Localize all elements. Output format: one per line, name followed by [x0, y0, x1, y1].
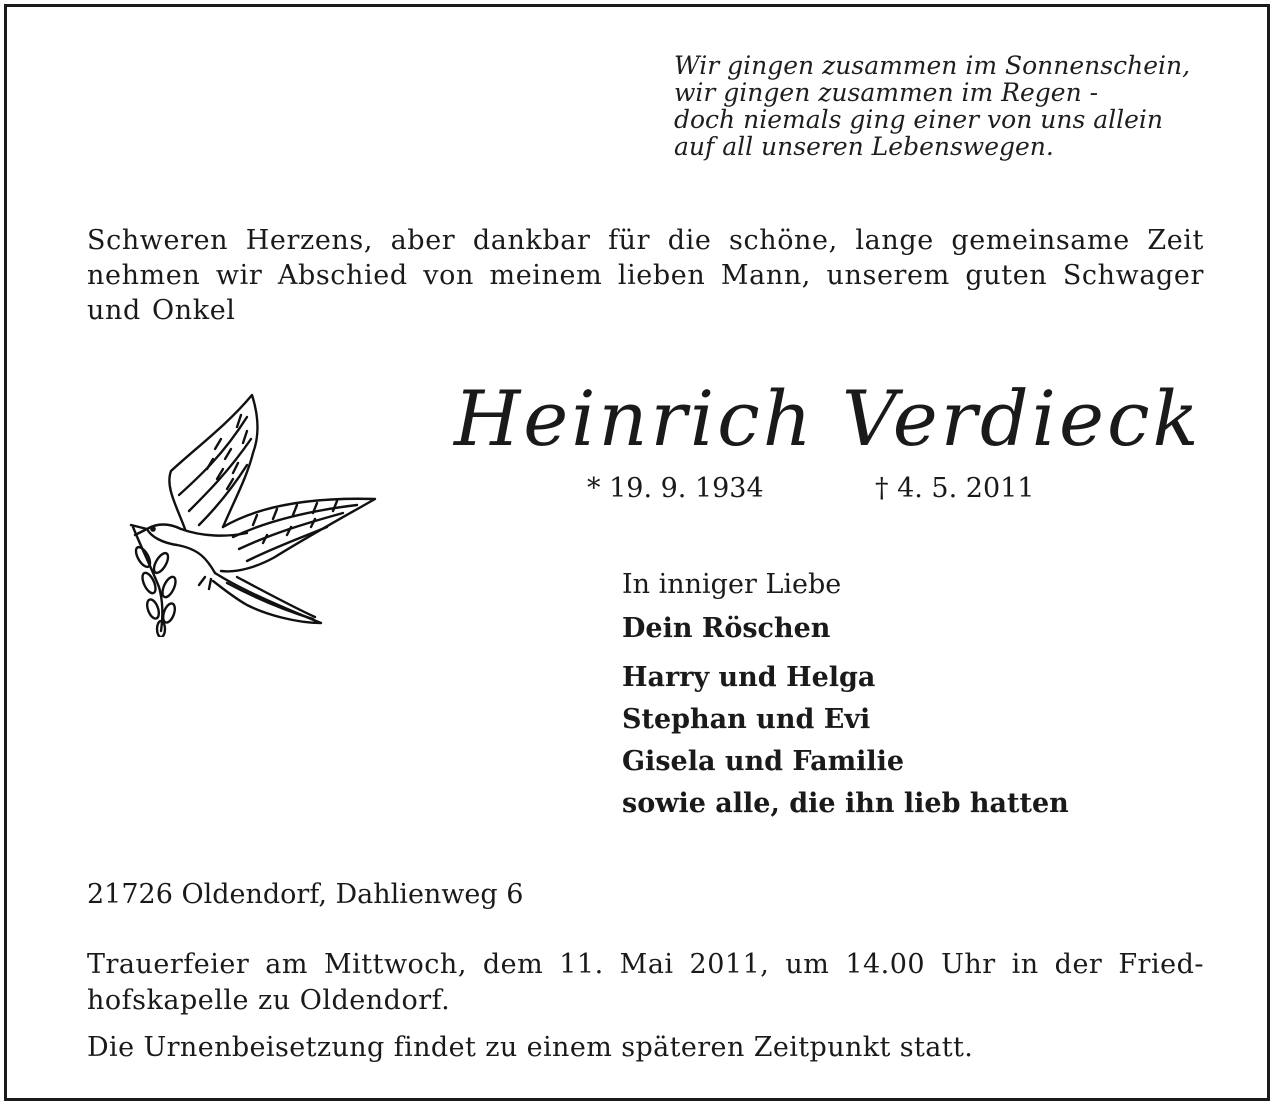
birth-date: * 19. 9. 1934	[587, 473, 764, 504]
address: 21726 Oldendorf, Dahlienweg 6	[87, 879, 524, 910]
intro-text: Schweren Herzens, aber dankbar für die schöne, lange gemeinsame Zeit nehmen wir Abschied von meinem lieben Mann, unserem guten Schwager und Onkel	[87, 225, 1204, 326]
signer-family: Gisela und Familie	[622, 746, 905, 777]
signer-spouse: Dein Röschen	[622, 613, 831, 644]
poem-line: Wir gingen zusammen im Sonnenschein,	[674, 51, 1191, 80]
funeral-info	[87, 947, 1204, 1019]
signer-family: Harry und Helga	[622, 662, 876, 693]
poem-line: auf all unseren Lebenswegen.	[674, 132, 1054, 161]
death-date: † 4. 5. 2011	[875, 473, 1035, 504]
signers	[622, 567, 1242, 821]
poem-line: wir gingen zusammen im Regen -	[674, 78, 1099, 107]
signer-family: sowie alle, die ihn lieb hatten	[622, 788, 1069, 819]
signers-intro: In inniger Liebe	[622, 569, 842, 600]
signer-family: Stephan und Evi	[622, 704, 871, 735]
obituary-notice	[4, 4, 1270, 1101]
poem	[674, 52, 1254, 160]
deceased-name: Heinrich Verdieck	[454, 374, 1202, 463]
dove-icon	[107, 387, 382, 637]
funeral-line: hofskapelle zu Oldendorf.	[87, 985, 451, 1016]
funeral-line: Trauerfeier am Mittwoch, dem 11. Mai 2011, um 14.00 Uhr in der Fried-	[87, 949, 1204, 980]
poem-line: doch niemals ging einer von uns allein	[674, 105, 1164, 134]
urn-note: Die Urnenbeisetzung findet zu einem späteren Zeitpunkt statt.	[87, 1032, 974, 1063]
